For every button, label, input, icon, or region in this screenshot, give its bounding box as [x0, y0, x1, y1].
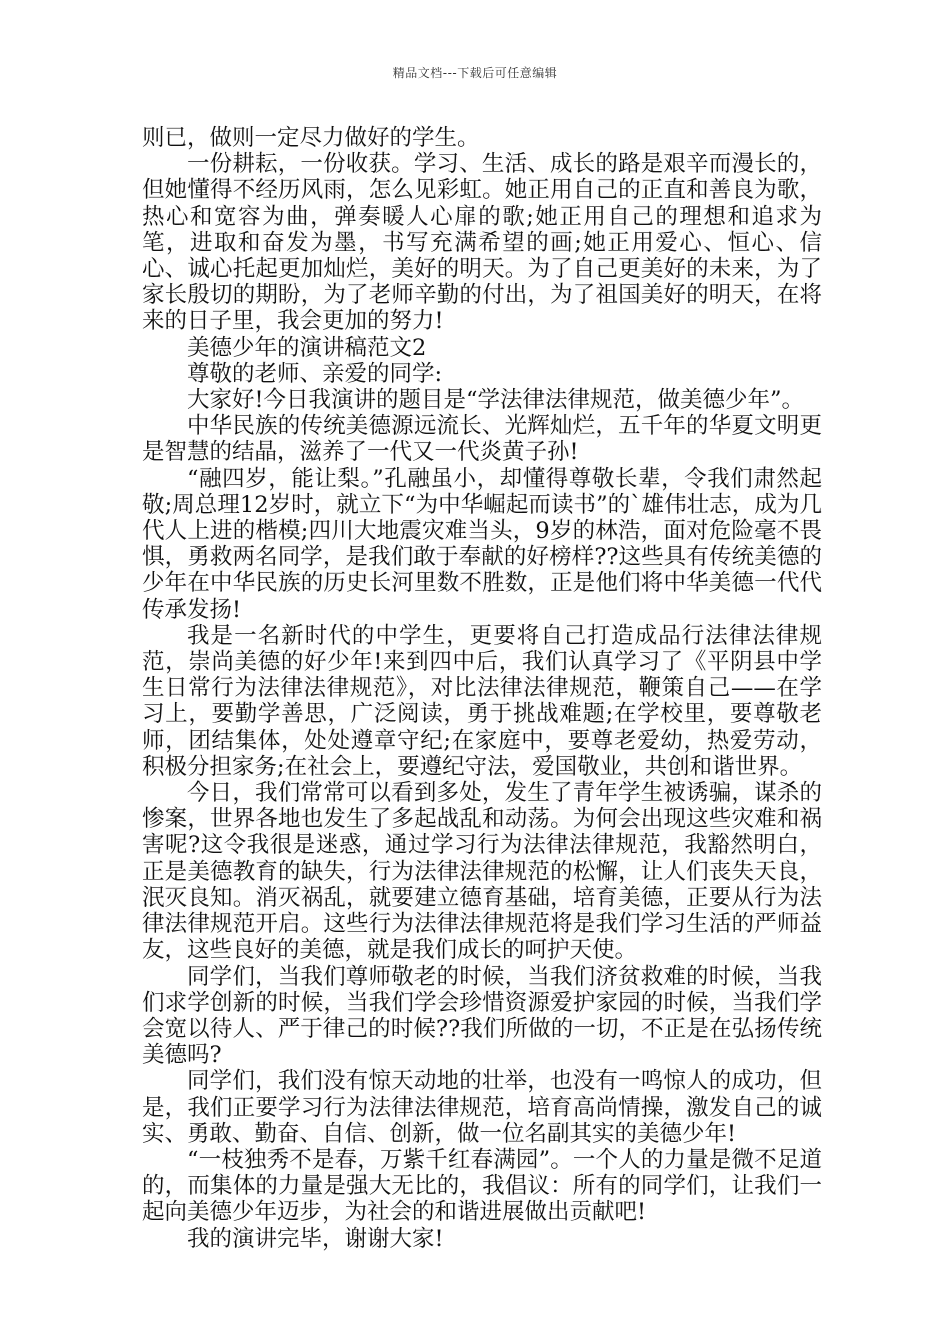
paragraph-1: 则已，做则一定尽力做好的学生。 — [142, 125, 480, 151]
section-title: 美德少年的演讲稿范文2 — [187, 334, 427, 361]
paragraph-7: “融四岁，能让梨。”孔融虽小，却懂得尊敬长辈，令我们肃然起敬;周总理12岁时，就立下“为中华崛起而读书”的`雄伟壮志，成为几代人上进的楷模;四川大地震灾难当头，9岁的林浩，面对危险毫不畏惧，勇救两名同学，是我们敢于奉献的好榜样??这些具有传统美德的少年在中华民族的历史长河里数不胜数，正是他们将中华美德一代代传承发扬! — [142, 465, 822, 623]
paragraph-6: 中华民族的传统美德源远流长、光辉灿烂，五千年的华夏文明更是智慧的结晶，滋养了一代又一代炎黄子孙! — [142, 413, 822, 466]
document-body — [142, 125, 822, 1252]
paragraph-10: 同学们，当我们尊师敬老的时候，当我们济贫救难的时候，当我们求学创新的时候，当我们学会珍惜资源爱护家园的时候，当我们学会宽以待人、严于律己的时候??我们所做的一切，不正是在弘扬传统美德吗? — [142, 963, 822, 1069]
page-header: 精品文档---下载后可任意编辑 — [392, 66, 558, 80]
paragraph-2: 一份耕耘，一份收获。学习、生活、成长的路是艰辛而漫长的，但她懂得不经历风雨，怎么见彩虹。她正用自己的正直和善良为歌，热心和宽容为曲，弹奏暖人心扉的歌;她正用自己的理想和追求为笔，进取和奋发为墨，书写充满希望的画;她正用爱心、恒心、信心、诚心托起更加灿烂，美好的明天。为了自己更美好的未来，为了家长殷切的期盼，为了老师辛勤的付出，为了祖国美好的明天，在将来的日子里，我会更加的努力! — [142, 151, 822, 335]
paragraph-greeting: 大家好!今日我演讲的题目是“学法律法律规范，做美德少年”。 — [187, 387, 805, 414]
paragraph-8: 我是一名新时代的中学生，更要将自己打造成品行法律法律规范，崇尚美德的好少年!来到四中后，我们认真学习了《平阴县中学生日常行为法律法律规范》，对比法律法律规范，鞭策自己——在学习上，要勤学善思，广泛阅读，勇于挑战难题;在学校里，要尊敬老师，团结集体，处处遵章守纪;在家庭中，要尊老爱幼，热爱劳动，积极分担家务;在社会上，要遵纪守法，爱国敬业，共创和谐世界。 — [142, 622, 822, 780]
paragraph-12: “一枝独秀不是春，万紫千红春满园”。一个人的力量是微不足道的，而集体的力量是强大无比的，我倡议：所有的同学们，让我们一起向美德少年迈步，为社会的和谐进展做出贡献吧! — [142, 1146, 822, 1226]
paragraph-9: 今日，我们常常可以看到多处，发生了青年学生被诱骗，谋杀的惨案，世界各地也发生了多起战乱和动荡。为何会出现这些灾难和祸害呢?这令我很是迷惑，通过学习行为法律法律规范，我豁然明白，正是美德教育的缺失，行为法律法律规范的松懈，让人们丧失天良，泯灭良知。消灭祸乱，就要建立德育基础，培育美德，正要从行为法律法律规范开启。这些行为法律法律规范将是我们学习生活的严师益友，这些良好的美德，就是我们成长的呵护天使。 — [142, 780, 822, 964]
salutation: 尊敬的老师、亲爱的同学: — [187, 360, 443, 387]
closing: 我的演讲完毕，谢谢大家! — [187, 1225, 444, 1252]
paragraph-11: 同学们，我们没有惊天动地的壮举，也没有一鸣惊人的成功，但是，我们正要学习行为法律法律规范，培育高尚情操，激发自己的诚实、勇敢、勤奋、自信、创新，做一位名副其实的美德少年! — [142, 1068, 822, 1147]
